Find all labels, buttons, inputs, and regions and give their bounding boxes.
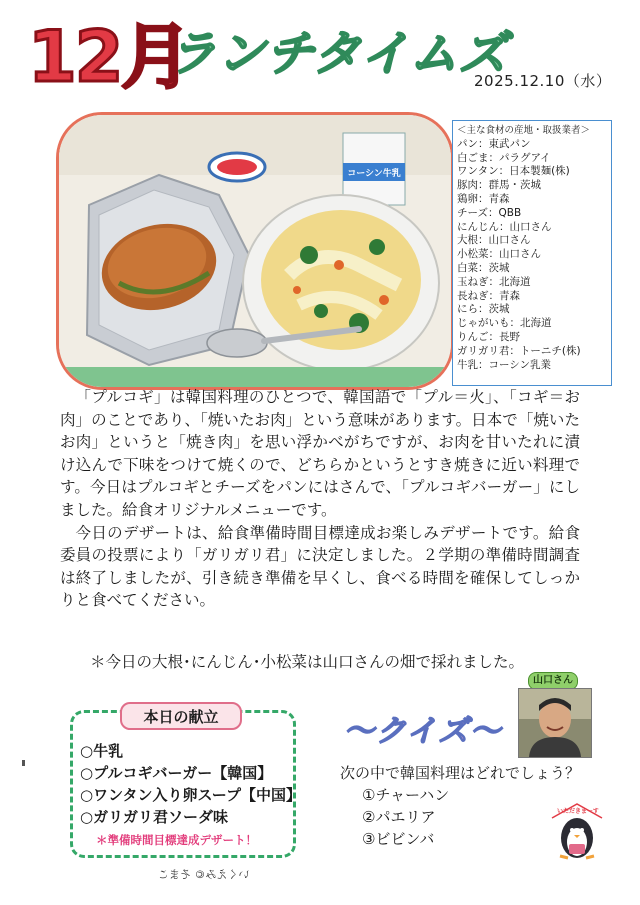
quiz-option: ③ビビンバ: [362, 830, 435, 848]
quiz-title: ～クイズ～: [344, 714, 503, 749]
mascot-caption: いただきまーす: [557, 808, 599, 815]
menu-item: ○ガリガリ君ソーダ味: [80, 808, 228, 826]
quiz-question: 次の中で韓国料理はどれでしょう？: [340, 764, 581, 782]
milk-carton-label: コーシン牛乳: [347, 169, 401, 179]
ingredient-row: 玉ねぎ：北海道: [457, 275, 531, 288]
ingredient-row: 長ねぎ：青森: [457, 289, 520, 302]
ingredient-row: にら：茨城: [457, 303, 510, 316]
ingredient-heading: ＜主な食材の産地・取扱業者＞: [457, 125, 591, 136]
menu-dessert-note: ＊準備時間目標達成デザート！: [96, 833, 257, 847]
menu-item: ○ワンタン入り卵スープ【中国】: [80, 786, 301, 804]
ingredient-row: 豚肉：群馬・茨城: [457, 179, 541, 192]
ingredient-row: ワンタン：日本製麺(株): [457, 165, 570, 178]
ingredient-row: パン：東武パン: [457, 137, 531, 150]
issue-date: 2025.12.10（水）: [474, 72, 612, 90]
ingredient-row: ガリガリ君：トーニチ(株): [457, 344, 581, 357]
article-body: [60, 386, 580, 612]
ingredient-row: 小松菜：山口さん: [457, 248, 541, 261]
quiz-option: ①チャーハン: [362, 786, 450, 804]
ingredient-row: 大根：山口さん: [457, 234, 531, 247]
article-paragraph: 今日のデザートは、給食準備時間目標達成お楽しみデザートです。給食委員の投票により「ガリガリ君」に決定しました。２学期の準備時間調査は終了しましたが、引き続き準備を早くし、食べる時間を確保してしっかりと食べてください。: [60, 523, 580, 610]
menu-item: ○牛乳: [80, 742, 124, 760]
menu-list: [80, 740, 301, 828]
month-heading: 12月: [28, 16, 190, 98]
farm-note: ＊今日の大根･にんじん･小松菜は山口さんの畑で採れました。: [90, 653, 525, 671]
ingredient-row: 牛乳：コーシン乳業: [457, 358, 552, 371]
article-paragraph: 「プルコギ」は韓国料理のひとつで、韓国語で「プル＝火」、「コギ＝お肉」のことであり、「焼いたお肉」という意味があります。日本で「焼いたお肉」というと「焼き肉」を思い浮かべがちですが、お肉を甘いたれに漬け込んで下味をつけて焼くので、どちらかというとすき焼きに近い料理です。今日はプルコギとチーズをパンにはさんで、「プルコギバーガー」にしました。給食オリジナルメニューです。: [60, 388, 580, 519]
farmer-name-badge: 山口さん: [528, 672, 578, 690]
ingredient-row: じゃがいも：北海道: [457, 317, 552, 330]
ingredient-row: 白菜：茨城: [457, 261, 510, 274]
ingredient-row: 鶏卵：青森: [457, 192, 510, 205]
menu-title: 本日の献立: [120, 702, 242, 730]
ingredient-row: 白ごま：パラグアイ: [457, 151, 551, 164]
lunch-photo: [56, 112, 454, 390]
farmer-portrait: [518, 688, 592, 758]
ingredient-source-box: [452, 120, 612, 386]
ingredient-row: りんご：長野: [457, 330, 520, 343]
newsletter-title: ランチタイムズ: [168, 26, 508, 82]
illustration-credit: いくえみ© そまこ: [158, 868, 250, 881]
scan-mark: [22, 760, 25, 766]
menu-item: ○プルコギバーガー【韓国】: [80, 764, 273, 782]
quiz-option: ②パエリア: [362, 808, 436, 826]
ingredient-row: チーズ：QBB: [457, 206, 522, 219]
ingredient-row: にんじん：山口さん: [457, 220, 552, 233]
